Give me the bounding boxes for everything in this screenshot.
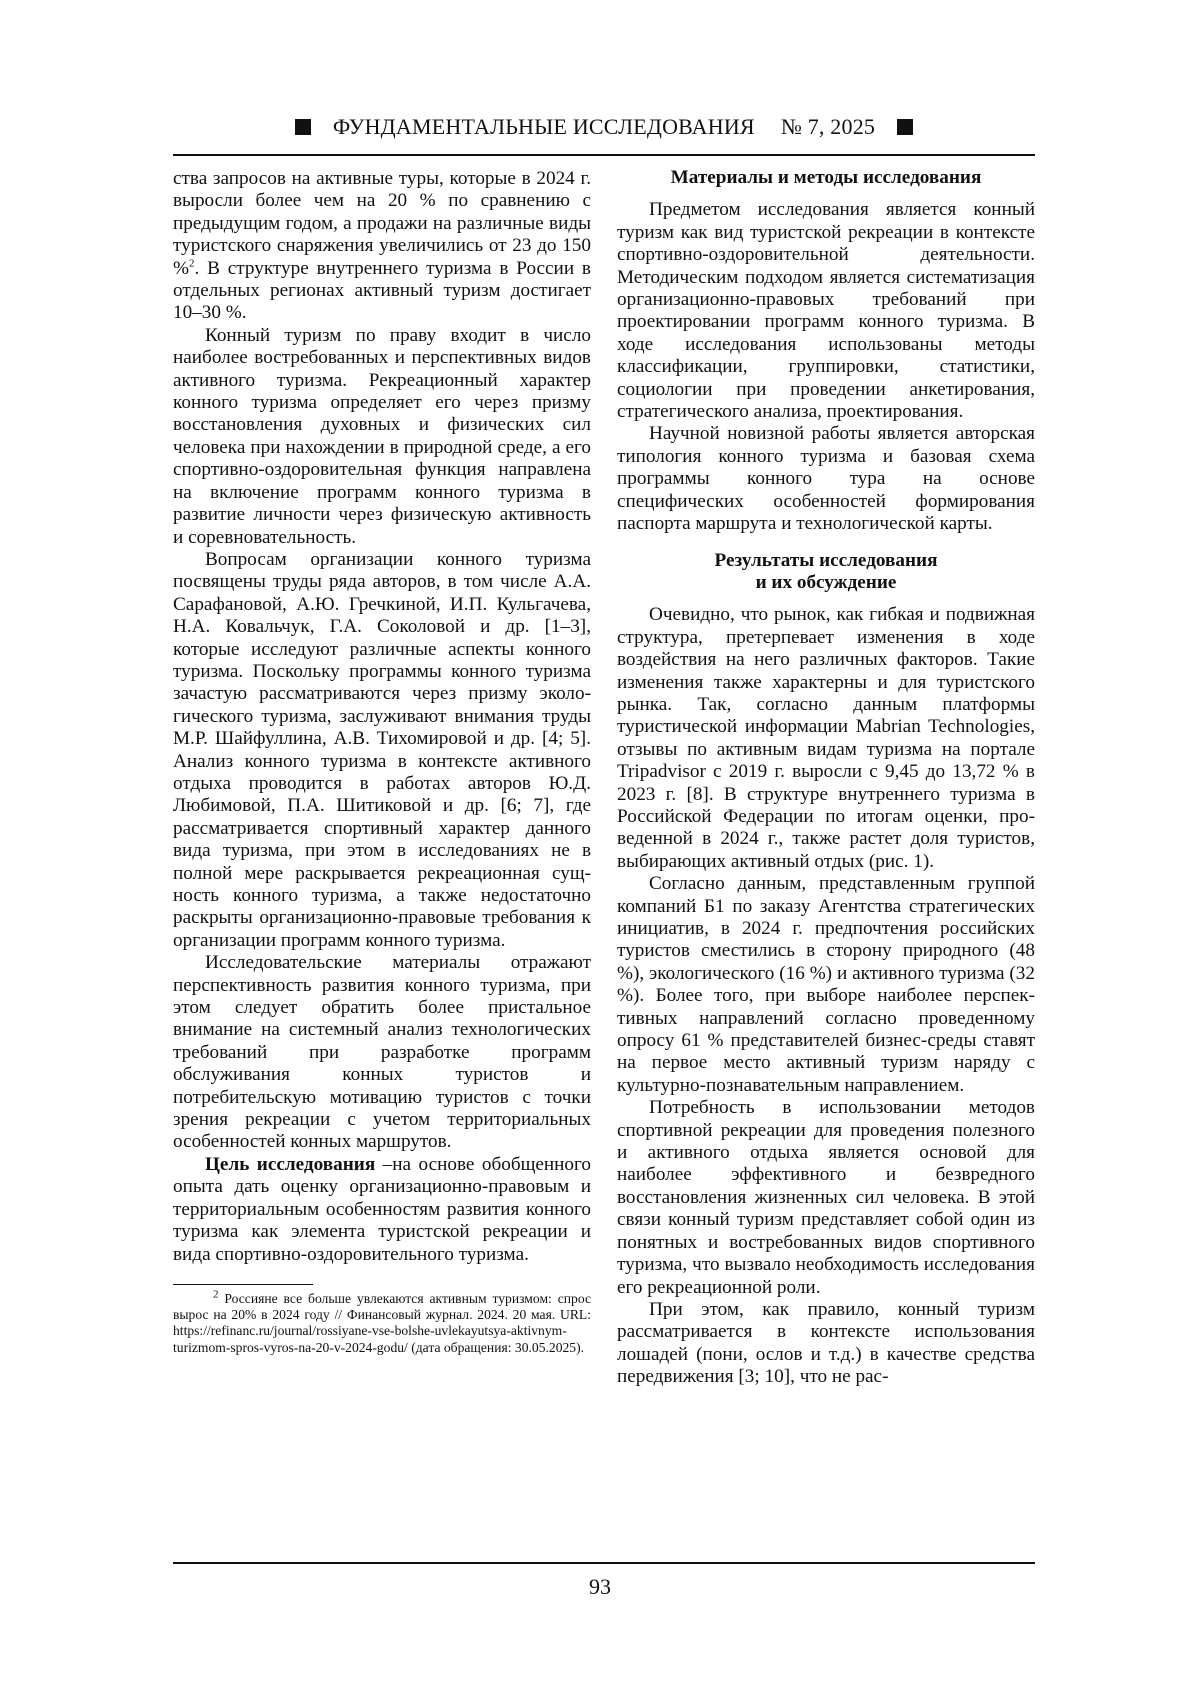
paragraph: Научной новизной работы является авторская типология конного туризма и базовая схема программы конного тура на основе специфических особенностей формирования паспорта маршрута и технологической карты. — [617, 423, 1035, 535]
header-rule — [173, 154, 1035, 156]
paragraph: При этом, как правило, конный туризм рассматривается в контексте использования лошадей (пони, ослов и т.д.) в качестве средства передвижения [3; 10], что не рас- — [617, 1298, 1035, 1388]
footnote: $^2$ Россияне все больше увлекаются активным туризмом: спрос вырос на 20% в 2024 году // Финансовый журнал. 2024. 20 мая. URL: https://refinanc.ru/journal/rossiyane-vse-bolshe-uvlekayutsya-aktivnym-turizmom-spros-vyros-na-20-v-2024-godu/ (дата обращения: 30.05.2025). — [173, 1288, 591, 1355]
footer-rule — [173, 1562, 1035, 1564]
paragraph: Потребность в использовании методов спортивной рекреации для проведения полезного и активного отдыха является основой для наиболее эффективного и безвредного восстановления жизненных сил человека. В этой связи конный туризм представляет собой один из понятных и востребованных видов спортивного туризма, что вызвало необходимость исследования его рекреационной роли. — [617, 1097, 1035, 1298]
paragraph: Исследовательские материалы отражают перспективность развития конного туризма, при этом следует обратить более пристальное внимание на системный анализ технологических требований при разработке программ обслуживания конных туристов и потребительскую мотивацию туристов с точки зрения рекреации с учетом территориальных особенностей конных маршрутов. — [173, 952, 591, 1153]
paragraph: ства запросов на активные туры, которые в 2024 г. выросли более чем на 20 % по сравнению с предыдущим годом, а продажи на различные виды туристского снаряжения увеличились от 23 до 150 %$^2$. В структуре внутреннего туризма в России в отдельных регионах активный туризм достигает 10–30 %. — [173, 168, 591, 324]
footnote-ref: 2 — [188, 257, 195, 270]
footnote-rule — [173, 1284, 313, 1285]
journal-title: ФУНДАМЕНТАЛЬНЫЕ ИССЛЕДОВАНИЯ — [332, 114, 755, 139]
page-number: 93 — [589, 1574, 611, 1599]
section-heading: Результаты исследования и их обсуждение — [714, 549, 938, 593]
section-heading: Материалы и методы исследования — [670, 167, 982, 188]
paragraph: Конный туризм по праву входит в число наиболее востребованных и перспективных видов активного туризма. Рекреационный характер конного туризма определяет его через призму восстановления духовных и физических сил человека при нахождении в природной среде, а его спортивно-оздоровительная функция направлена на включение программ конного туризма в развитие личности через физическую активность и соревновательность. — [173, 324, 591, 548]
paragraph: Вопросам организации конного туризма посвящены труды ряда авторов, в том числе А.А. Сарафановой, А.Ю. Гречкиной, И.П. Кульгачева, Н.А. Ковальчук, Г.А. Соколовой и др. [1–3], которые исследуют различные аспекты конного туризма. Поскольку программы конного туризма зачастую рассматриваются через призму экологического туризма, заслуживают внимания труды М.Р. Шайфуллина, А.В. Тихомировой и др. [4; 5]. Анализ конного туризма в контексте активного отдыха проводится в работах авторов Ю.Д. Любимовой, П.А. Шитиковой и др. [6; 7], где рассматривается спортивный характер данного вида туризма, при этом в исследованиях не в полной мере раскрывается рекреационная сущность конного туризма, а также недостаточно раскрыты организационно-правовые требования к организации программ конного туризма. — [173, 548, 591, 951]
paragraph: Согласно данным, представленным группой компаний Б1 по заказу Агентства стратегических инициатив, в 2024 г. предпочтения российских туристов сместились в сторону природного (48 %), экологического (16 %) и активного туризма (32 %). Более того, при выборе наиболее перспективных направлений согласно проведенному опросу 61 % представителей бизнес-среды ставят на первое место активный туризм наряду с культурно-познавательным направлением. — [617, 873, 1035, 1096]
square-bullet-icon — [295, 119, 311, 135]
aim-label: Цель исследования — [205, 1153, 376, 1175]
paragraph: Предметом исследования является конный туризм как вид туристской рекреации в контексте спортивно-оздоровительной деятельности. Методическим подходом является систематизация организационно-правовых требований при проектировании программ конного туризма. В ходе исследования использованы методы классификации, группировки, статистики, социологии при проведении анкетирования, стратегического анализа, проектирования. — [617, 199, 1035, 423]
square-bullet-icon — [897, 119, 913, 135]
left-column — [173, 168, 591, 1356]
running-header — [173, 112, 1035, 142]
paragraph: Очевидно, что рынок, как гибкая и подвижная структура, претерпевает изменения в ходе воздействия на него различных факторов. Такие изменения также характерны и для туристского рынка. Так, согласно данным платформы туристической информации Mabrian Technologies, отзывы по активным видам туризма на портале Tripadvisor с 2019 г. выросли с 9,45 до 13,72 % в 2023 г. [8]. В структуре внутреннего туризма в Российской Федерации по итогам оценки, проведенной в 2024 г., также растет доля туристов, выбирающих активный отдых (рис. 1). — [617, 604, 1035, 872]
paragraph: Цель исследования –на основе обобщенного опыта дать оценку организационно-правовым и территориальным особенностям развития конного туризма как элемента туристской рекреации и вида спортивно-оздоровительного туризма. — [173, 1153, 591, 1265]
right-column — [617, 168, 1035, 1389]
issue-number: № 7, 2025 — [780, 114, 876, 139]
